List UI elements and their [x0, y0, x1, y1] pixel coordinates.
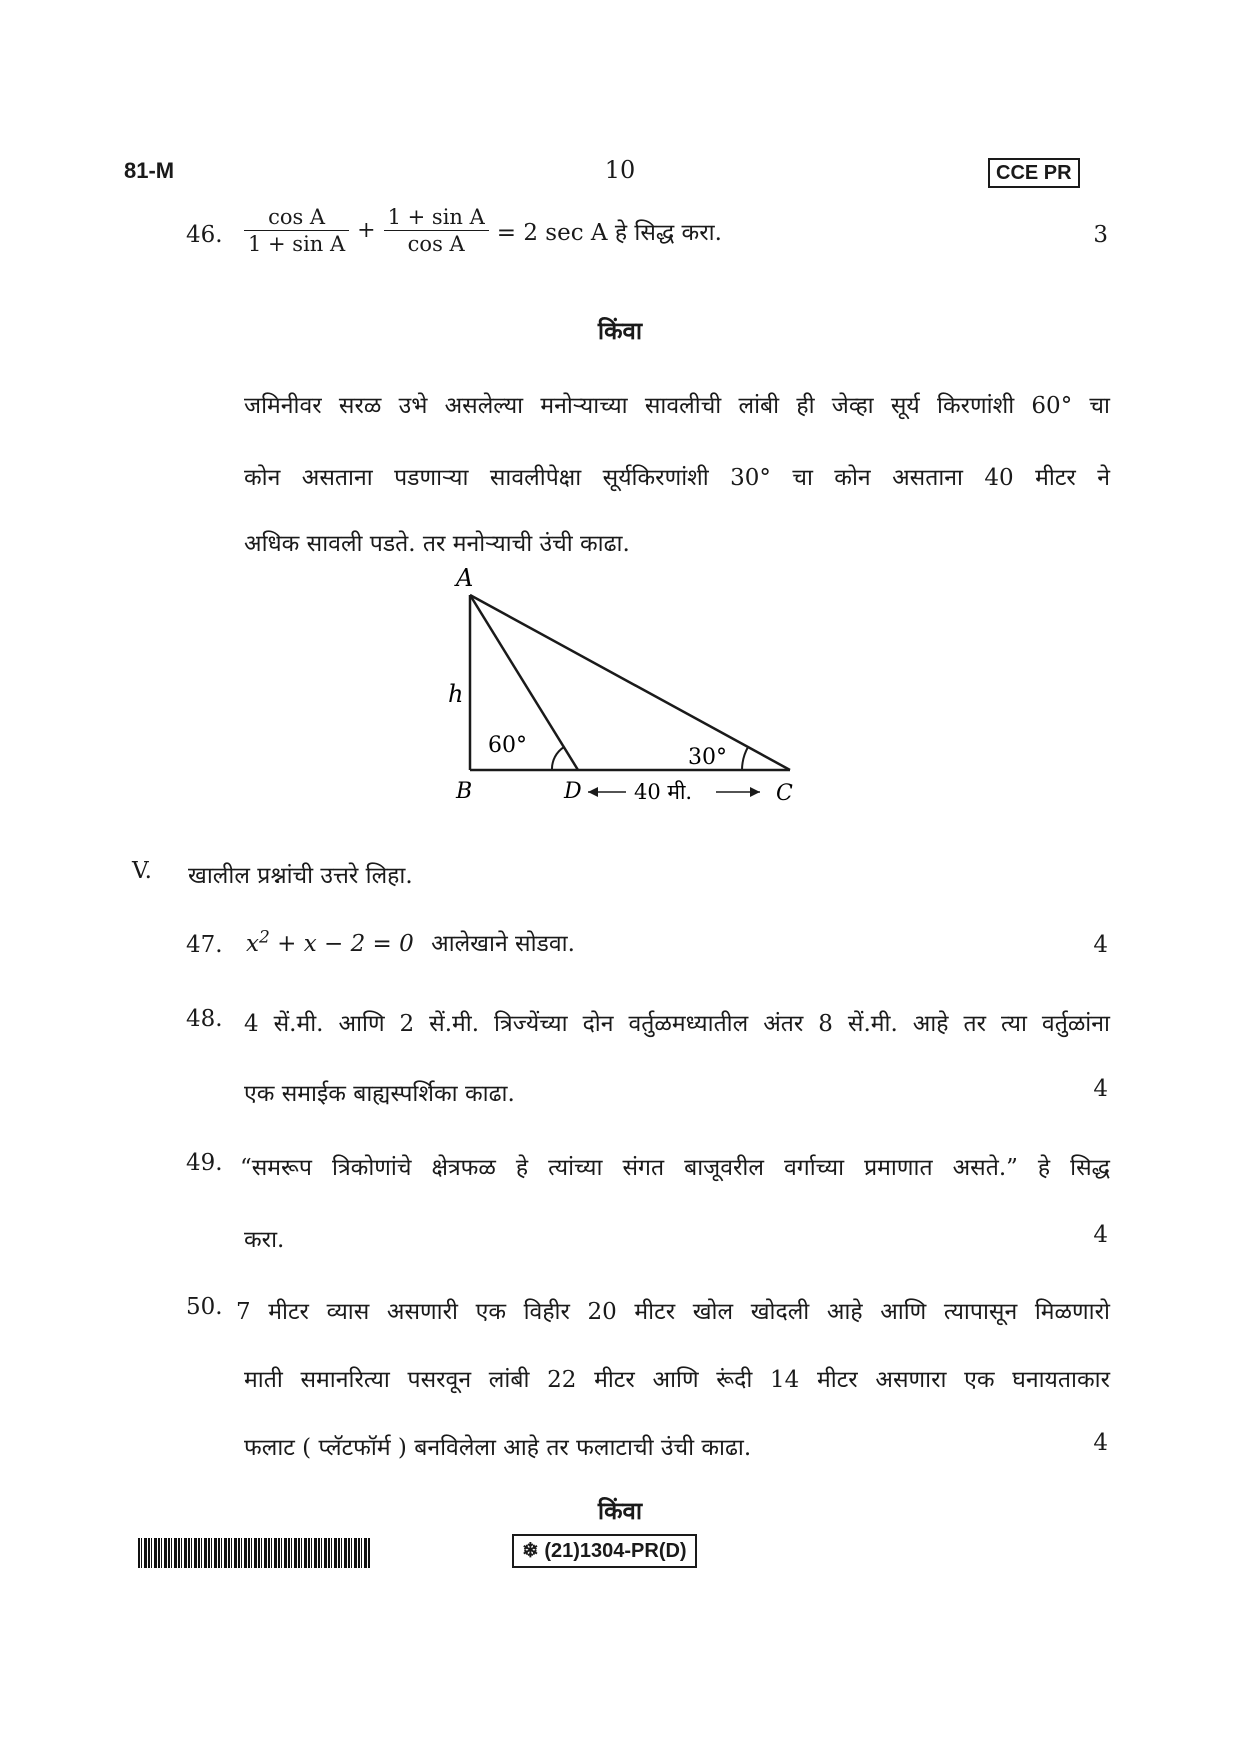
- q47-line: [246, 926, 575, 958]
- alt46-line-1: जमिनीवर सरळ उभे असलेल्या मनोऱ्याच्या सावलीची लांबी ही जेव्हा सूर्य किरणांशी 60° चा: [244, 393, 1110, 419]
- angle-C-label: 30°: [688, 745, 727, 770]
- q49-line-1: “समरूप त्रिकोणांचे क्षेत्रफळ हे त्यांच्या संगत बाजूवरील वर्गाच्या प्रमाणात असते.” हे सिद्ध: [240, 1155, 1110, 1181]
- paper-code: 81-M: [124, 158, 175, 183]
- q46-fraction-2: [384, 204, 489, 257]
- or-label-2: किंवा: [597, 1496, 643, 1525]
- section-v-number: V.: [132, 858, 152, 884]
- q50-marks: 4: [1093, 1430, 1108, 1456]
- q47-marks: 4: [1093, 932, 1108, 958]
- q46-equation: [244, 204, 730, 257]
- q49-line-2: करा.: [244, 1227, 285, 1253]
- section-v-title: खालील प्रश्नांची उत्तरे लिहा.: [188, 863, 413, 889]
- page-number: 10: [604, 156, 636, 184]
- label-B: B: [456, 779, 473, 804]
- snowflake-icon: ❄: [522, 1540, 539, 1562]
- footer-code-box: [512, 1534, 697, 1568]
- alt46-line-3: अधिक सावली पडते. तर मनोऱ्याची उंची काढा.: [244, 531, 630, 557]
- q46-frac2-denominator: cos A: [407, 232, 465, 256]
- triangle-figure: [430, 560, 830, 810]
- q48-line-1: 4 सें.मी. आणि 2 सें.मी. त्रिज्येंच्या दोन वर्तुळमध्यातील अंतर 8 सें.मी. आहे तर त्या वर्तुळांना: [244, 1011, 1110, 1037]
- q46-frac2-numerator: 1 + sin A: [384, 204, 489, 231]
- q50-line-2: माती समानरित्या पसरवून लांबी 22 मीटर आणि रूंदी 14 मीटर असणारा एक घनायताकार: [244, 1367, 1110, 1393]
- arrowhead-left: [588, 787, 598, 797]
- label-A: A: [456, 564, 474, 592]
- alt46-line-2: कोन असताना पडणाऱ्या सावलीपेक्षा सूर्यकिरणांशी 30° चा कोन असताना 40 मीटर ने: [244, 465, 1110, 491]
- label-h: h: [448, 680, 464, 708]
- angle-D-label: 60°: [488, 733, 527, 758]
- angle-arc-D: [552, 747, 564, 770]
- label-D: D: [564, 779, 582, 804]
- q49-number: 49.: [186, 1150, 223, 1176]
- q48-number: 48.: [186, 1006, 223, 1032]
- series-box: CCE PR: [988, 158, 1080, 188]
- distance-label: 40 मी.: [634, 780, 693, 804]
- arrowhead-right: [750, 787, 760, 797]
- q46-fraction-1: [244, 204, 349, 257]
- q50-number: 50.: [186, 1294, 223, 1320]
- footer-code: (21)1304-PR(D): [544, 1540, 687, 1562]
- barcode-image: [138, 1538, 370, 1568]
- q46-rhs: = 2 sec A हे सिद्ध करा.: [496, 219, 722, 246]
- angle-arc-C: [742, 747, 748, 770]
- q48-line-2: एक समाईक बाह्यस्पर्शिका काढा.: [244, 1081, 515, 1107]
- q50-line-1: 7 मीटर व्यास असणारी एक विहीर 20 मीटर खोल खोदली आहे आणि त्यापासून मिळणारो: [236, 1299, 1110, 1325]
- q47-text: आलेखाने सोडवा.: [431, 931, 575, 957]
- q46-frac1-numerator: cos A: [244, 204, 349, 231]
- q46-marks: 3: [1093, 222, 1108, 248]
- q47-equation: $x^2 + x - 2 = 0$: [246, 927, 414, 957]
- or-label-1: किंवा: [597, 316, 643, 345]
- q49-marks: 4: [1093, 1222, 1108, 1248]
- q46-number: 46.: [186, 222, 223, 248]
- q47-number: 47.: [186, 932, 223, 958]
- q46-frac1-denominator: 1 + sin A: [248, 232, 346, 256]
- q50-line-3: फलाट ( प्लॅटफॉर्म ) बनविलेला आहे तर फलाटाची उंची काढा.: [244, 1435, 752, 1461]
- q48-marks: 4: [1093, 1076, 1108, 1102]
- label-C: C: [776, 781, 793, 806]
- q46-plus: +: [357, 218, 376, 243]
